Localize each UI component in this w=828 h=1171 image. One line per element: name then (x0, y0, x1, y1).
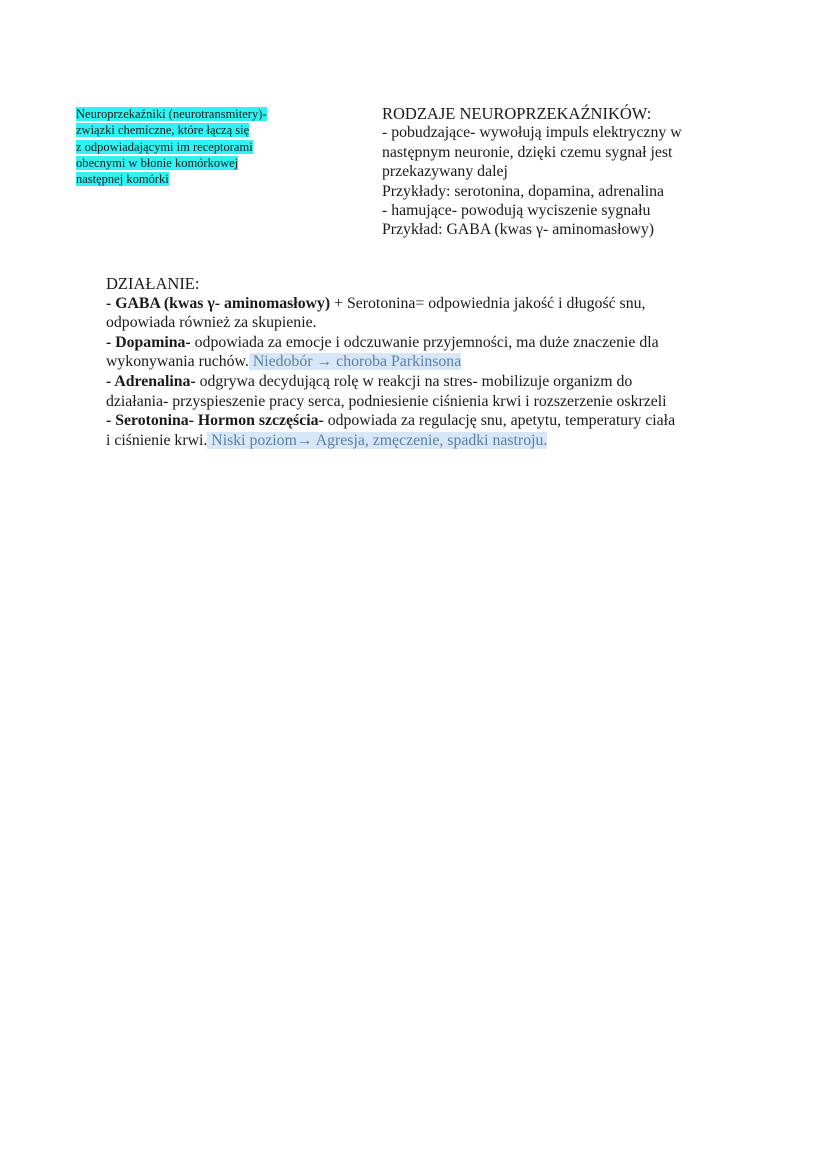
types-section (382, 104, 802, 240)
types-line-1: - pobudzające- wywołują impuls elektryczny w (382, 124, 682, 142)
dopamina-text: odpowiada za emocje i odczuwanie przyjemności, ma duże znaczenie dla (190, 333, 659, 351)
gaba-line-2: odpowiada również za skupienie. (106, 314, 317, 332)
gaba-label: - GABA (kwas γ- aminomasłowy) (106, 294, 331, 312)
adrenalina-line (106, 372, 806, 392)
action-section (106, 274, 806, 450)
adrenalina-text: odgrywa decydującą rolę w reakcji na stres- mobilizuje organizm do (195, 372, 633, 390)
types-line-2: następnym neuronie, dzięki czemu sygnał jest (382, 143, 673, 161)
gaba-text: + Serotonina= odpowiednia jakość i długość snu, (330, 294, 646, 312)
dopamina-highlight: Niedobór → choroba Parkinsona (248, 353, 462, 371)
adrenalina-line-2: działania- przyspieszenie pracy serca, podniesienie ciśnienia krwi i rozszerzenie oskrzeli (106, 392, 667, 410)
gaba-line (106, 294, 806, 314)
definition-line-2: związki chemiczne, które łączą się (76, 123, 250, 138)
definition-line-1: Neuroprzekaźniki (neurotransmitery)- (76, 107, 267, 121)
serotonina-text: odpowiada za regulację snu, apetytu, temperatury ciała (323, 412, 676, 430)
serotonina-label: - Serotonina- Hormon szczęścia- (106, 412, 324, 430)
dopamina-text-2: wykonywania ruchów. (106, 353, 249, 371)
definition-line-5: następnej komórki (76, 172, 169, 187)
definition-line-4: obecnymi w błonie komórkowej (76, 155, 239, 170)
serotonina-line-2 (106, 431, 806, 451)
types-line-6: Przykład: GABA (kwas γ- aminomasłowy) (382, 221, 654, 239)
types-line-3: przekazywany dalej (382, 163, 508, 181)
types-line-4: Przykłady: serotonina, dopamina, adrenalina (382, 182, 665, 200)
types-line-5: - hamujące- powodują wyciszenie sygnału (382, 202, 651, 220)
adrenalina-label: - Adrenalina- (106, 372, 196, 390)
serotonina-highlight: Niski poziom→ Agresja, zmęczenie, spadki nastroju. (207, 431, 548, 449)
definition-box (76, 106, 316, 187)
serotonina-line (106, 411, 806, 431)
action-heading: DZIAŁANIE: (106, 274, 200, 293)
dopamina-line-2 (106, 352, 806, 372)
dopamina-label: - Dopamina- (106, 333, 191, 351)
types-heading: RODZAJE NEUROPRZEKAŹNIKÓW: (382, 104, 652, 123)
definition-line-3: z odpowiadającymi im receptorami (76, 139, 253, 154)
serotonina-text-2: i ciśnienie krwi. (106, 431, 208, 449)
dopamina-line (106, 333, 806, 353)
